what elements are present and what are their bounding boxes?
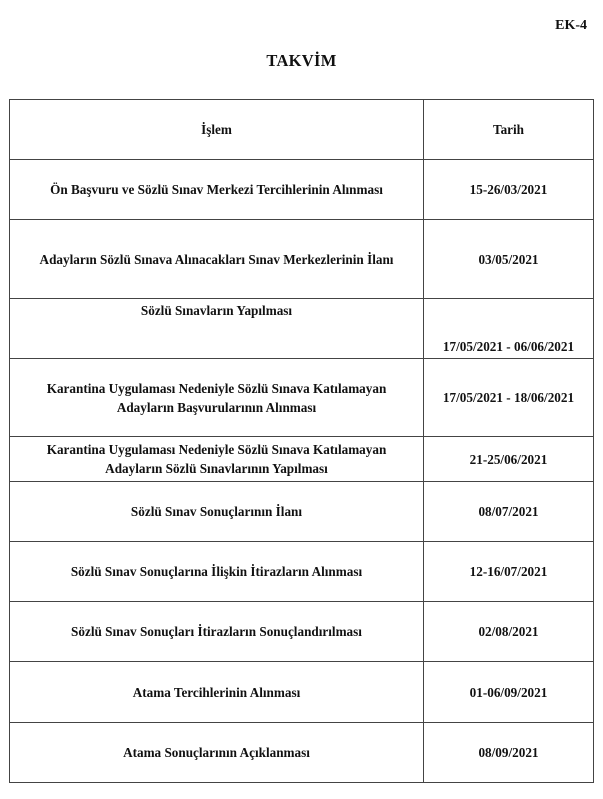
page-title: TAKVİM [266, 51, 337, 70]
column-header-process: İşlem [10, 100, 424, 160]
column-header-date: Tarih [424, 100, 594, 160]
process-cell: Adayların Sözlü Sınava Alınacakları Sınav Merkezlerinin İlanı [10, 220, 424, 299]
table-row [10, 437, 594, 482]
table-row [10, 299, 594, 359]
table-row [10, 662, 594, 723]
table-row [10, 542, 594, 602]
date-cell: 21-25/06/2021 [424, 437, 594, 482]
annex-label: EK-4 [555, 18, 587, 33]
date-cell: 08/07/2021 [424, 482, 594, 542]
process-cell: Sözlü Sınavların Yapılması [10, 299, 424, 359]
table-row [10, 723, 594, 783]
process-cell: Ön Başvuru ve Sözlü Sınav Merkezi Tercihlerinin Alınması [10, 160, 424, 220]
date-cell: 08/09/2021 [424, 723, 594, 783]
process-cell: Sözlü Sınav Sonuçlarına İlişkin İtirazların Alınması [10, 542, 424, 602]
date-cell: 15-26/03/2021 [424, 160, 594, 220]
date-cell: 17/05/2021 - 06/06/2021 [424, 299, 594, 359]
table-row [10, 160, 594, 220]
schedule-table [9, 99, 594, 783]
process-cell: Sözlü Sınav Sonuçlarının İlanı [10, 482, 424, 542]
date-cell: 03/05/2021 [424, 220, 594, 299]
date-cell: 12-16/07/2021 [424, 542, 594, 602]
table-row [10, 359, 594, 437]
table-header-row [10, 100, 594, 160]
process-cell: Atama Tercihlerinin Alınması [10, 662, 424, 723]
table-row [10, 482, 594, 542]
table-row [10, 220, 594, 299]
process-cell: Atama Sonuçlarının Açıklanması [10, 723, 424, 783]
table-row [10, 602, 594, 662]
process-cell: Sözlü Sınav Sonuçları İtirazların Sonuçlandırılması [10, 602, 424, 662]
date-cell: 01-06/09/2021 [424, 662, 594, 723]
date-cell: 17/05/2021 - 18/06/2021 [424, 359, 594, 437]
process-cell: Karantina Uygulaması Nedeniyle Sözlü Sınava Katılamayan Adayların Sözlü Sınavlarının Yapılması [10, 437, 424, 482]
date-cell: 02/08/2021 [424, 602, 594, 662]
process-cell: Karantina Uygulaması Nedeniyle Sözlü Sınava Katılamayan Adayların Başvurularının Alınması [10, 359, 424, 437]
